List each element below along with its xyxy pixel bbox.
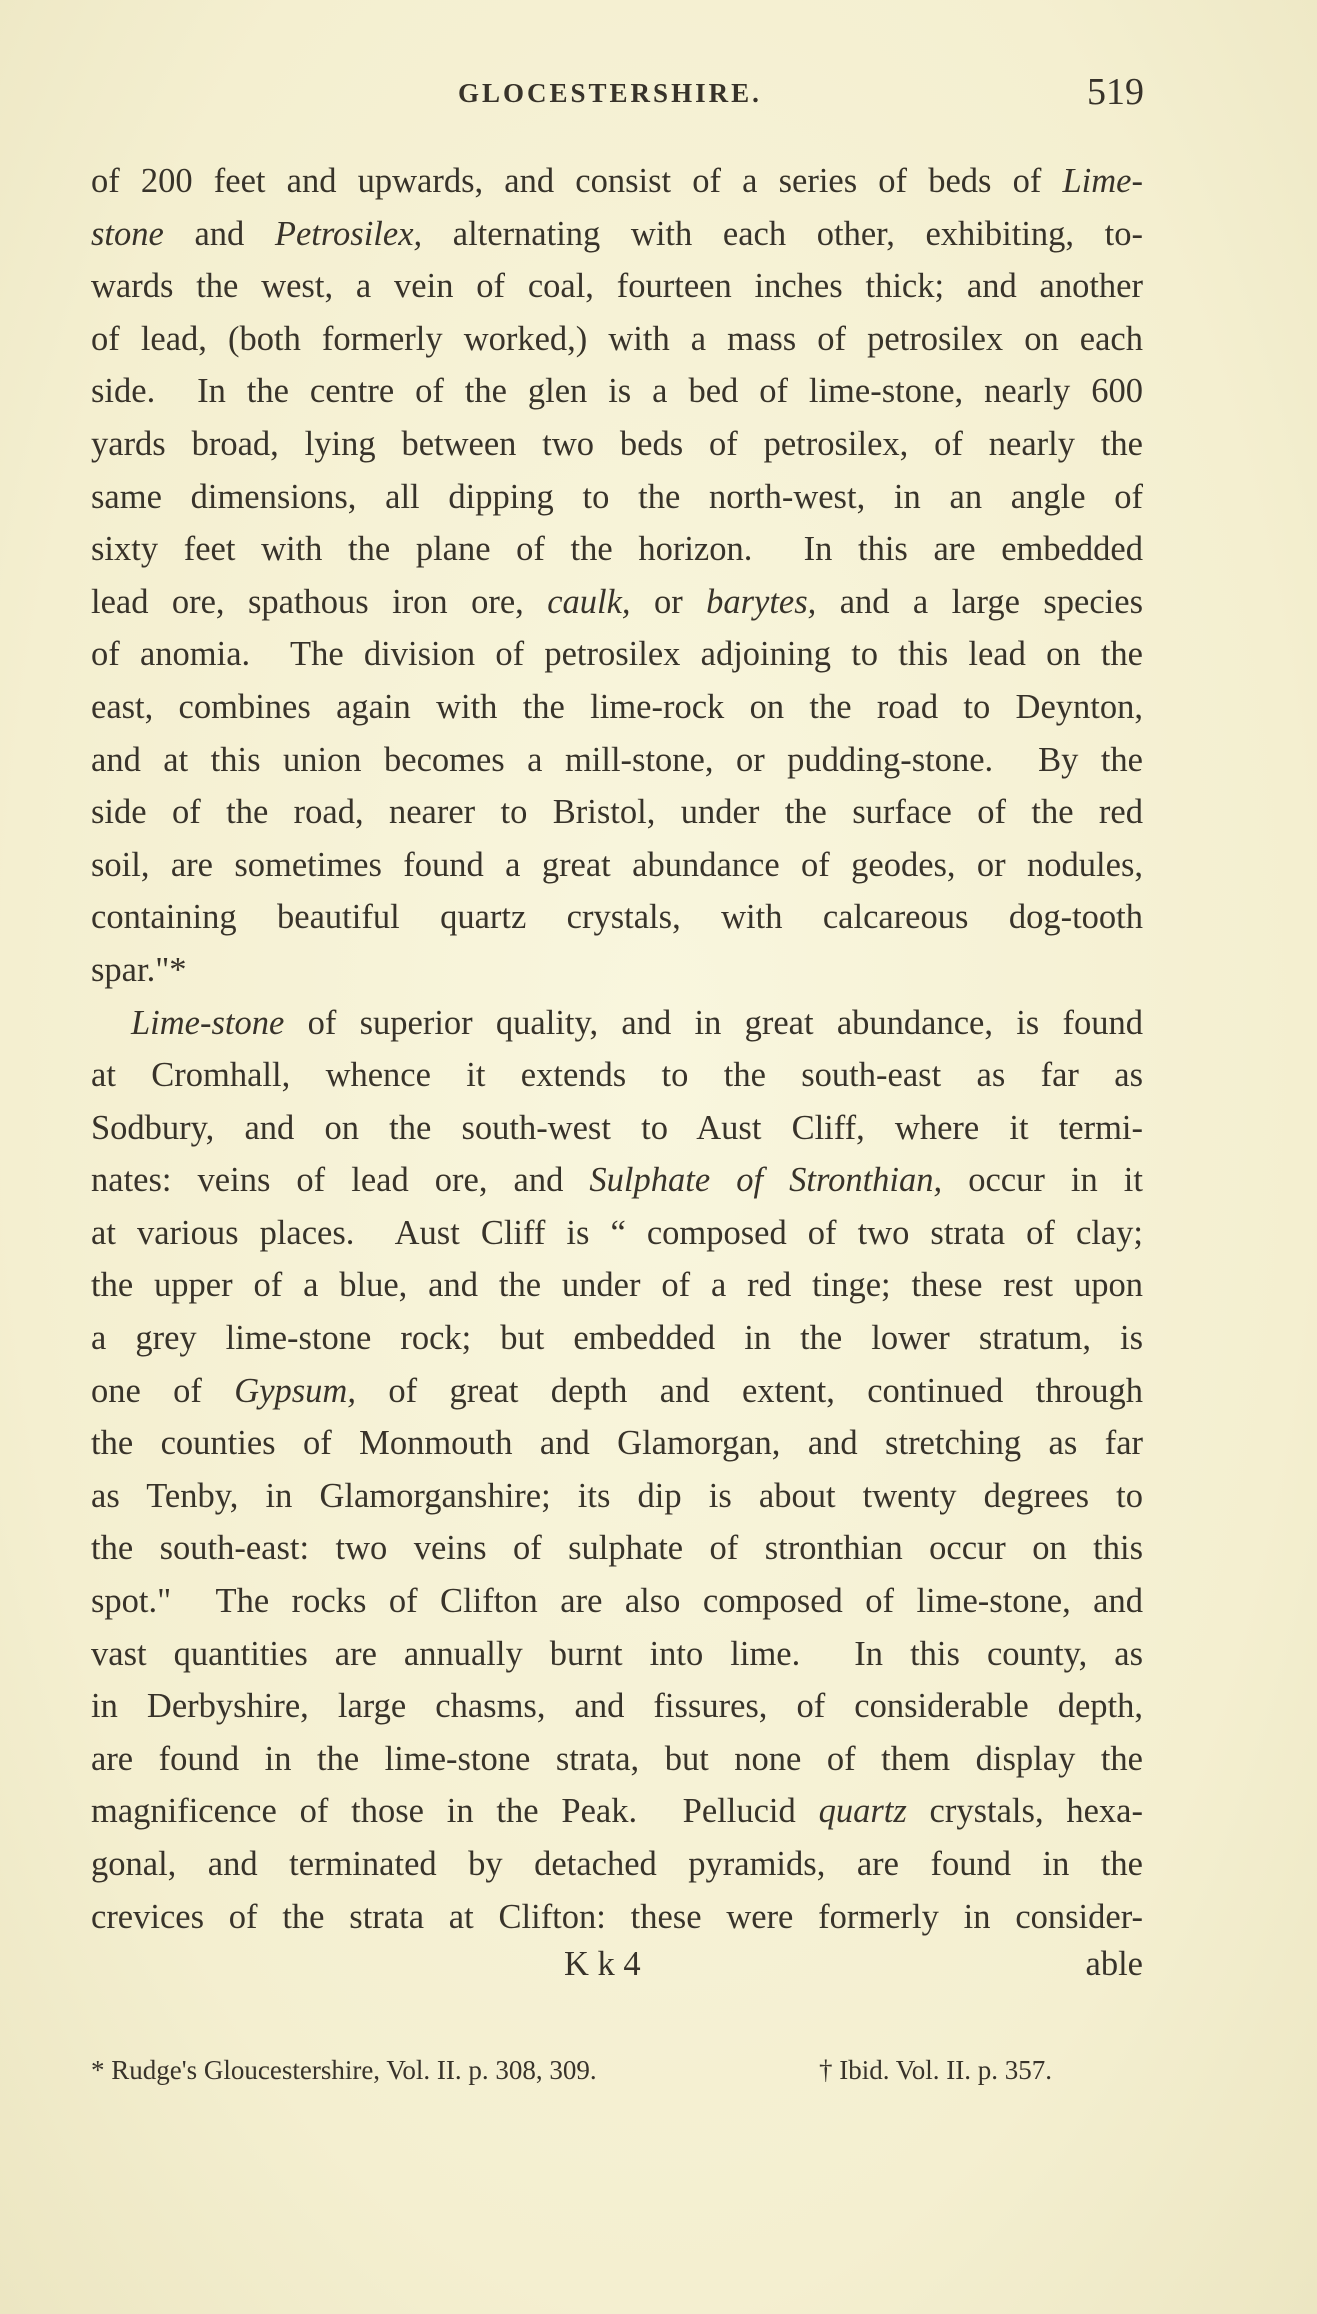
text-run: are found in the lime-stone strata, but none of them display the — [91, 1739, 1143, 1778]
italic-term: Lime-stone — [131, 1003, 285, 1042]
text-run: one of — [91, 1371, 235, 1410]
text-run: wards the west, a vein of coal, fourteen inches thick; and another — [91, 267, 1143, 306]
text-line — [91, 1628, 1143, 1681]
italic-term: Petrosilex, — [274, 214, 423, 253]
text-line — [91, 1312, 1143, 1365]
text-run: yards broad, lying between two beds of petrosilex, of nearly the — [91, 424, 1143, 463]
text-line — [91, 997, 1143, 1050]
text-run: of anomia. The division of petrosilex adjoining to this lead on the — [91, 635, 1143, 674]
text-line — [91, 786, 1143, 839]
italic-term: Lime- — [1062, 162, 1143, 200]
text-line — [91, 260, 1143, 313]
page-number: 519 — [1087, 71, 1144, 113]
text-run: of superior quality, and in great abundance, is found — [284, 1003, 1143, 1042]
text-run: sixty feet with the plane of the horizon. In this are embedded — [91, 530, 1143, 569]
text-run: crevices of the strata at Clifton: these were formerly in consider- — [91, 1897, 1143, 1936]
text-run: at various places. Aust Cliff is “ composed of two strata of clay; — [91, 1213, 1143, 1252]
text-line — [91, 1522, 1143, 1575]
text-line — [91, 1575, 1143, 1628]
text-run: or — [630, 582, 707, 621]
text-run: at Cromhall, whence it extends to the south-east as far as — [91, 1056, 1143, 1095]
text-run: and at this union becomes a mill-stone, or pudding-stone. By the — [91, 740, 1143, 779]
text-line — [91, 1838, 1143, 1891]
text-run: gonal, and terminated by detached pyramids, are found in the — [91, 1845, 1143, 1883]
text-run: spar."* — [91, 950, 187, 989]
italic-term: Sulphate of Stronthian, — [589, 1161, 943, 1200]
text-run: occur in it — [942, 1161, 1143, 1200]
footnote: * Rudge's Gloucestershire, Vol. II. p. 308, 309. — [91, 2055, 597, 2085]
text-line — [91, 839, 1143, 892]
text-line — [91, 471, 1143, 524]
text-run: east, combines again with the lime-rock on the road to Deynton, — [91, 687, 1143, 726]
text-run: Sodbury, and on the south-west to Aust Cliff, where it termi- — [91, 1108, 1143, 1147]
text-line — [91, 1470, 1143, 1523]
text-line — [91, 1733, 1143, 1786]
italic-term: stone — [91, 214, 164, 253]
text-line — [91, 1049, 1143, 1102]
text-line — [91, 208, 1143, 261]
catchword: able — [1085, 1945, 1143, 1983]
text-line — [91, 365, 1143, 418]
text-run: of lead, (both formerly worked,) with a mass of petrosilex on each — [91, 319, 1143, 358]
body-text — [91, 155, 1143, 1943]
text-run: alternating with each other, exhibiting, to- — [422, 214, 1143, 253]
text-line — [91, 1365, 1143, 1418]
footnote: † Ibid. Vol. II. p. 357. — [819, 2055, 1053, 2085]
text-run: containing beautiful quartz crystals, with calcareous dog-tooth — [91, 898, 1143, 937]
text-line — [91, 1417, 1143, 1470]
text-run: soil, are sometimes found a great abundance of geodes, or nodules, — [91, 845, 1143, 884]
italic-term: Gypsum, — [234, 1371, 356, 1410]
text-line — [91, 313, 1143, 366]
text-run: nates: veins of lead ore, and — [91, 1161, 590, 1200]
text-run: the south-east: two veins of sulphate of stronthian occur on this — [91, 1529, 1143, 1568]
text-line — [91, 1207, 1143, 1260]
text-line — [91, 1891, 1143, 1944]
text-run: spot." The rocks of Clifton are also composed of lime-stone, and — [91, 1582, 1143, 1621]
text-run: the upper of a blue, and the under of a red tinge; these rest upon — [91, 1266, 1143, 1305]
text-run: in Derbyshire, large chasms, and fissures, of considerable depth, — [91, 1687, 1143, 1726]
text-line — [91, 1680, 1143, 1733]
text-run: crystals, hexa- — [906, 1792, 1143, 1831]
text-line — [91, 576, 1143, 629]
text-line — [91, 1102, 1143, 1155]
text-line — [91, 1154, 1143, 1207]
text-line — [91, 681, 1143, 734]
text-line — [91, 628, 1143, 681]
text-run: and a large species — [816, 582, 1144, 621]
text-run: side of the road, nearer to Bristol, under the surface of the red — [91, 793, 1143, 832]
page-foot — [91, 1945, 1143, 1997]
italic-term: barytes, — [706, 582, 817, 621]
text-line — [91, 155, 1143, 208]
text-run: a grey lime-stone rock; but embedded in the lower stratum, is — [91, 1319, 1143, 1358]
text-run: vast quantities are annually burnt into lime. In this county, as — [91, 1634, 1143, 1673]
text-line — [91, 1259, 1143, 1312]
text-line — [91, 1785, 1143, 1838]
text-run: of 200 feet and upwards, and consist of a series of beds of — [91, 162, 1063, 200]
text-run: side. In the centre of the glen is a bed of lime-stone, nearly 600 — [91, 372, 1143, 411]
text-line — [91, 891, 1143, 944]
text-line — [91, 418, 1143, 471]
text-run: same dimensions, all dipping to the north-west, in an angle of — [91, 477, 1143, 516]
text-run: as Tenby, in Glamorganshire; its dip is about twenty degrees to — [91, 1476, 1143, 1515]
text-run: lead ore, spathous iron ore, — [91, 582, 548, 621]
signature-mark: K k 4 — [564, 1945, 641, 1983]
text-run: magnificence of those in the Peak. Pellucid — [91, 1792, 819, 1831]
text-line — [91, 523, 1143, 576]
text-line — [91, 944, 1143, 997]
text-line — [91, 734, 1143, 787]
text-run: of great depth and extent, continued through — [355, 1371, 1143, 1410]
italic-term: quartz — [818, 1792, 907, 1831]
running-title: GLOCESTERSHIRE. — [458, 78, 762, 108]
italic-term: caulk, — [547, 582, 631, 621]
text-run: the counties of Monmouth and Glamorgan, and stretching as far — [91, 1424, 1143, 1463]
text-run: and — [163, 214, 275, 253]
